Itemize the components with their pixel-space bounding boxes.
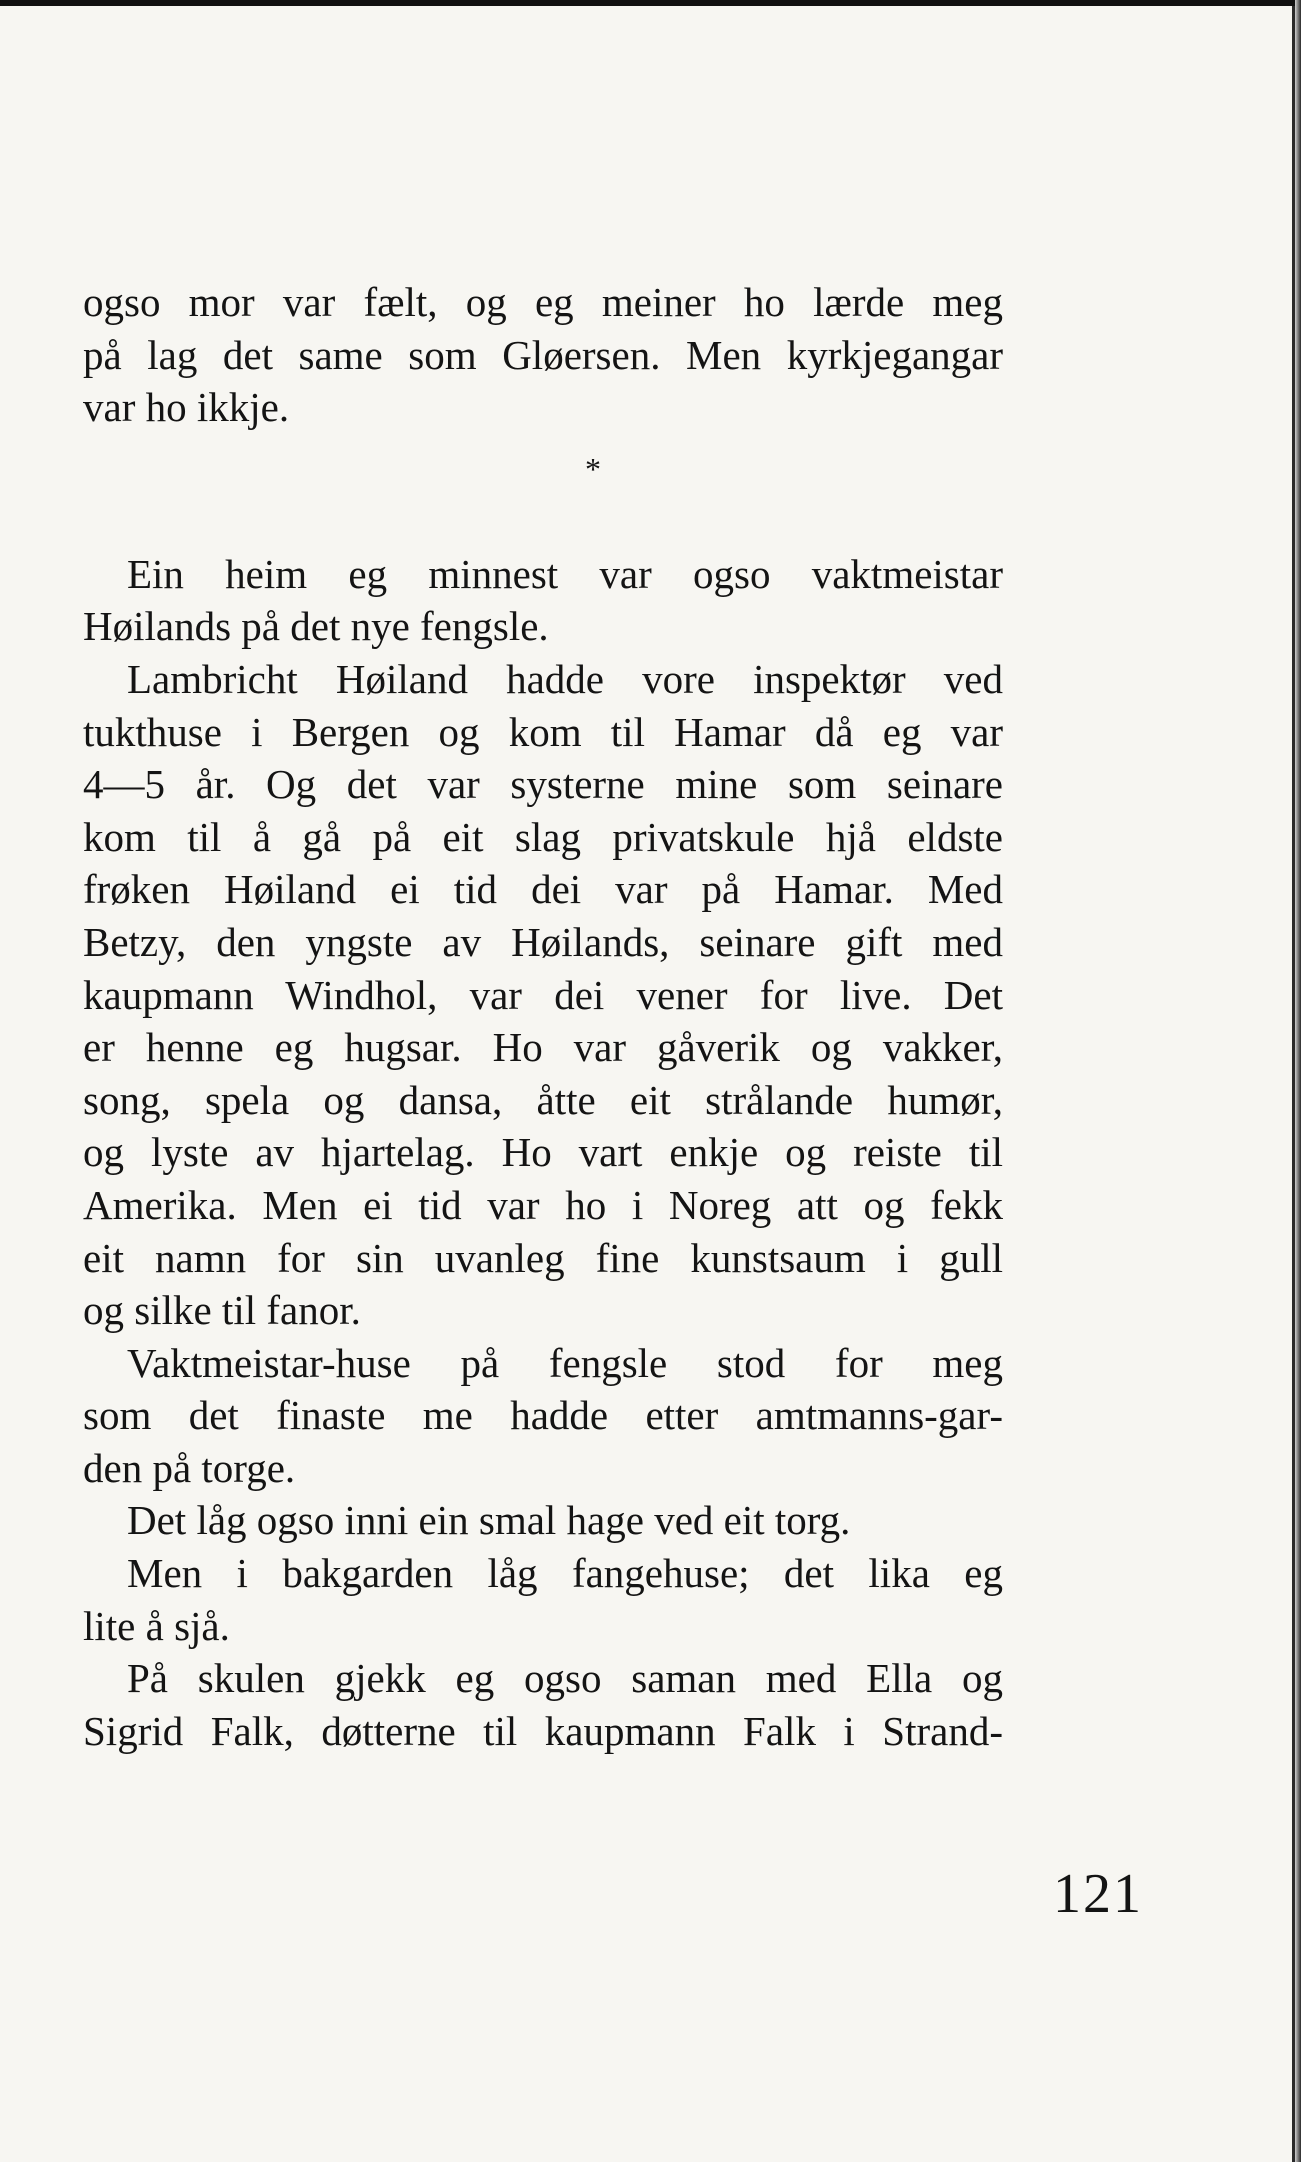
body-text: [83, 276, 1003, 1757]
text-line: lite å sjå.: [83, 1602, 230, 1649]
page-right-edge: [1295, 0, 1301, 2162]
paragraph: [83, 1494, 1003, 1547]
text-line: På skulen gjekk eg ogso saman med Ella og: [127, 1655, 1003, 1702]
paragraph: [83, 1547, 1003, 1652]
text-line: eit namn for sin uvanleg fine kunstsaum i gull: [83, 1234, 1003, 1281]
text-line: kaupmann Windhol, var dei vener for live. Det: [83, 971, 1003, 1018]
page-number: 121: [1053, 1863, 1143, 1925]
text-line: 4—5 år. Og det var systerne mine som seinare: [83, 761, 1003, 808]
text-line: Det låg ogso inni ein smal hage ved eit torg.: [127, 1497, 851, 1544]
text-line: Vaktmeistar-huse på fengsle stod for meg: [127, 1339, 1003, 1386]
text-line: kom til å gå på eit slag privatskule hjå eldste: [83, 813, 1003, 860]
text-line: Lambricht Høiland hadde vore inspektør ved: [127, 655, 1003, 702]
text-line: tukthuse i Bergen og kom til Hamar då eg var: [83, 708, 1003, 755]
book-page: [0, 6, 1295, 2162]
text-line: er henne eg hugsar. Ho var gåverik og vakker,: [83, 1024, 1003, 1071]
text-line: og silke til fanor.: [83, 1287, 361, 1334]
text-line: var ho ikkje.: [83, 384, 290, 431]
text-line: som det finaste me hadde etter amtmanns-gar-: [83, 1392, 1003, 1439]
text-line: den på torge.: [83, 1444, 296, 1491]
text-line: Men i bakgarden låg fangehuse; det lika eg: [127, 1550, 1003, 1597]
text-line: song, spela og dansa, åtte eit strålande humør,: [83, 1076, 1003, 1123]
text-line: og lyste av hjartelag. Ho vart enkje og reiste til: [83, 1129, 1003, 1176]
text-line: på lag det same som Gløersen. Men kyrkjegangar: [83, 331, 1003, 378]
paragraph: [83, 276, 1003, 434]
text-line: Høilands på det nye fengsle.: [83, 603, 549, 650]
paragraph: [83, 1337, 1003, 1495]
section-separator: *: [585, 450, 601, 487]
paragraph: [83, 548, 1003, 653]
text-line: Betzy, den yngste av Høilands, seinare gift med: [83, 918, 1003, 965]
text-line: Ein heim eg minnest var ogso vaktmeistar: [127, 550, 1003, 597]
text-line: frøken Høiland ei tid dei var på Hamar. Med: [83, 866, 1003, 913]
text-line: ogso mor var fælt, og eg meiner ho lærde meg: [83, 279, 1003, 325]
text-line: Sigrid Falk, døtterne til kaupmann Falk i Strand-: [83, 1707, 1003, 1754]
paragraph: [83, 653, 1003, 1337]
paragraph: [83, 1652, 1003, 1757]
text-line: Amerika. Men ei tid var ho i Noreg att og fekk: [83, 1181, 1003, 1228]
